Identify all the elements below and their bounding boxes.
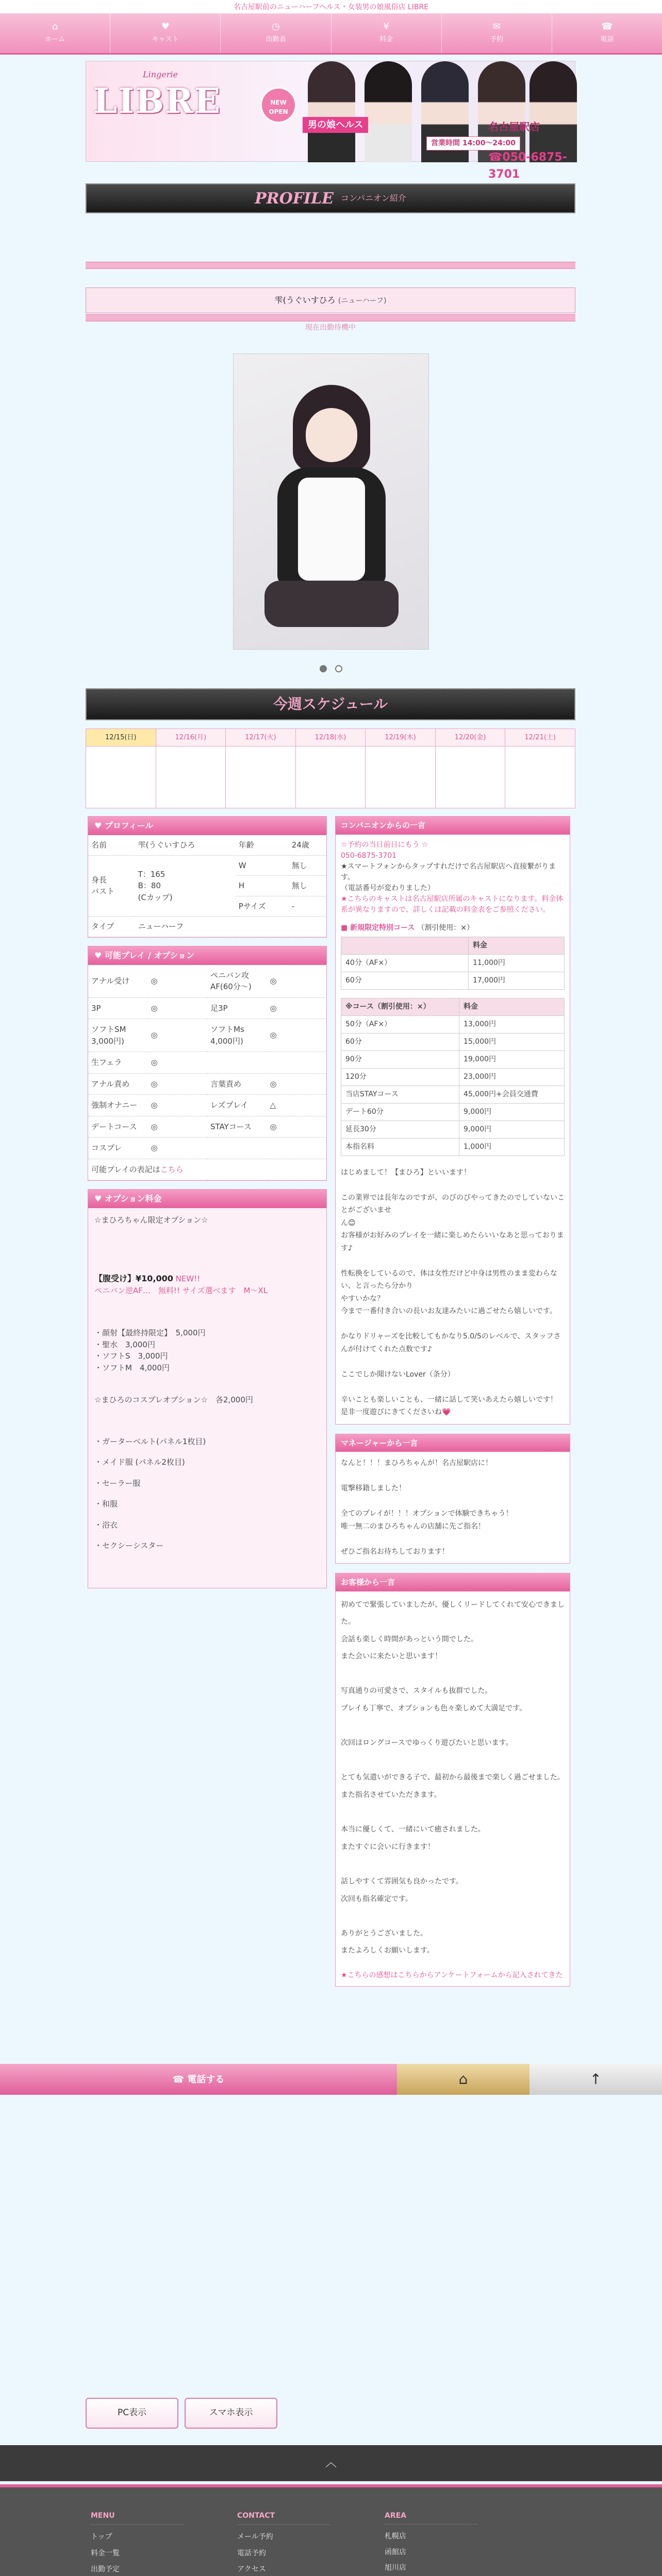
play-name: コスプレ (88, 1138, 148, 1159)
pager-dot[interactable] (335, 665, 342, 672)
w-value: 無し (289, 855, 326, 876)
play-box-title: ♥ 可能プレイ / オプション (88, 946, 326, 965)
banner-phone[interactable]: ☎050-6875-3701 (488, 151, 567, 181)
schedule-date: 12/21(土) (505, 729, 575, 747)
cast-type-note: (ニューハーフ) (338, 297, 387, 305)
footer-contact (237, 2508, 330, 2576)
option-box-title: ♥ オプション料金 (88, 1190, 326, 1208)
left-column (88, 816, 327, 1597)
banner-model-5 (529, 61, 577, 162)
review-box (335, 1573, 570, 1987)
photo-legs (264, 581, 399, 627)
shop-banner[interactable] (86, 61, 575, 181)
footer-link[interactable]: 出勤予定 (91, 2565, 120, 2574)
manager-message-box (335, 1434, 570, 1564)
page-content (0, 55, 662, 2576)
profile-box-title: ♥ プロフィール (88, 817, 326, 835)
schedule-cell (226, 747, 296, 808)
col-head (341, 937, 469, 954)
play-name (207, 1138, 267, 1159)
profile-header-jp: コンパニオン紹介 (341, 193, 406, 203)
manager-text: なんと！！！まひろちゃんが！名古屋駅店に！ 電撃移籍しました！ 全てのプレイが！！！オプションで体験できちゃう！ 唯一無二のまひろちゃんの店舗に先ご指名！ ぜひご指名お待ちしております！ (341, 1459, 513, 1556)
call-button[interactable]: ☎ 電話する (0, 2064, 397, 2095)
home-icon: ⌂ (52, 21, 58, 32)
nav-label: 料金 (379, 35, 393, 43)
normal-course-table (341, 998, 565, 1156)
weekly-schedule (86, 728, 575, 808)
arrow-up-icon: ↑ (589, 2071, 602, 2088)
p-value: - (289, 896, 326, 917)
course-price: 17,000円 (468, 972, 564, 989)
device-switch (86, 2398, 284, 2429)
play-mark: ◎ (267, 1019, 327, 1052)
profile-table (88, 835, 326, 937)
course-name: 60分 (341, 1033, 459, 1050)
clock-icon: ◷ (272, 21, 280, 32)
schedule-date: 12/15(日) (86, 729, 156, 747)
photo-face (306, 408, 357, 462)
footer-col-title: MENU (91, 2508, 184, 2525)
schedule-date: 12/20(金) (435, 729, 505, 747)
play-mark: ◎ (148, 1073, 208, 1095)
footer-area (385, 2508, 477, 2576)
play-mark: ◎ (267, 997, 327, 1019)
option-box (88, 1189, 327, 1588)
cast-name-value: 雫(うぐいすひろ (135, 835, 236, 855)
message-line: ★こちらのキャストは名古屋駅店所属のキャストになります。料金体系が異なりますので、詳しくは記載の料金表をご参照ください。 (341, 894, 564, 914)
schedule-cell (366, 747, 436, 808)
footer-link[interactable]: メール予約 (237, 2532, 273, 2541)
cast-name-bar (86, 287, 575, 313)
col-head: 料金 (459, 998, 565, 1015)
site-footer (0, 2484, 662, 2576)
banner-model-2 (365, 61, 412, 162)
option-item: ・聖水 3,000円 (94, 1340, 155, 1349)
mail-icon: ✉ (492, 21, 501, 32)
divider-stripe (86, 314, 575, 321)
nav-label: キャスト (152, 35, 179, 43)
chevron-up-icon: ︿ (325, 2456, 337, 2469)
sp-view-button[interactable]: スマホ表示 (185, 2398, 277, 2429)
new-open-badge: NEW OPEN (260, 87, 296, 123)
course-name: 延長30分 (341, 1121, 459, 1138)
play-table (88, 965, 326, 1181)
footer-col-title: AREA (385, 2508, 477, 2524)
play-name: ソフトSM 3,000円) (88, 1019, 148, 1052)
col-head: 料金 (468, 937, 564, 954)
footer-area-link[interactable]: 函館店 (385, 2548, 406, 2556)
play-legend: 可能プレイの表記はこちら (88, 1159, 326, 1180)
schedule-date: 12/17(火) (226, 729, 296, 747)
course-name: 当店STAYコース (341, 1086, 459, 1103)
go-top-bar[interactable] (0, 2445, 662, 2481)
nav-label: ホーム (45, 35, 65, 43)
nav-cast[interactable] (110, 13, 221, 53)
h-value: 無し (289, 876, 326, 896)
play-mark: ◎ (267, 1116, 327, 1138)
course-name: 40分（AF×） (341, 954, 469, 972)
play-mark: ◎ (148, 1116, 208, 1138)
schedule-cell (86, 747, 156, 808)
sticky-action-bar (0, 2064, 662, 2095)
cosplay-item: ・ガーターベルト(パネル1枚目) (94, 1436, 206, 1446)
schedule-date: 12/18(水) (295, 729, 366, 747)
shop-logo: LIBRE (93, 81, 222, 121)
course-price: 19,000円 (459, 1050, 565, 1068)
schedule-cell (505, 747, 575, 808)
option-item: ・顔射【最終持限定】 5,000円 (94, 1328, 206, 1337)
play-name: 3P (88, 997, 148, 1019)
message-phone[interactable]: 050-6875-3701 (341, 851, 397, 860)
schedule-title: 今週スケジュール (86, 688, 575, 720)
new-badge: NEW!! (175, 1274, 201, 1283)
footer-link[interactable]: トップ (91, 2532, 112, 2541)
nav-phone[interactable] (552, 13, 662, 53)
heart-icon: ♥ (161, 21, 170, 32)
manager-message-title: マネージャーから一言 (336, 1434, 570, 1452)
label: タイプ (88, 917, 135, 937)
course-price: 9,000円 (459, 1121, 565, 1138)
option-pink-note: ペニバン逆AF… 無料!! サイズ選べます M〜XL (94, 1285, 268, 1295)
profile-header-en: PROFILE (255, 189, 334, 208)
review-title: お客様から一言 (336, 1573, 570, 1591)
play-mark: ◎ (148, 1019, 208, 1052)
play-name: アナル責め (88, 1073, 148, 1095)
companion-message-box (335, 816, 570, 1425)
play-name: ソフトMs 4,000円) (207, 1019, 267, 1052)
message-line: （電話番号が変わりました） (341, 884, 435, 892)
photo-apron (298, 478, 365, 581)
label: 身長 バスト (88, 855, 135, 917)
label: Pサイズ (236, 896, 289, 917)
play-name: 言葉責め (207, 1073, 267, 1095)
course-name: デート60分 (341, 1103, 459, 1121)
footer-link[interactable]: 料金一覧 (91, 2549, 120, 2557)
cosplay-item: ・浴衣 (94, 1520, 118, 1530)
footer-area-link[interactable]: 旭川店 (385, 2564, 406, 2572)
divider-stripe (86, 262, 575, 269)
play-name: デートコース (88, 1116, 148, 1138)
home-button[interactable] (397, 2064, 529, 2095)
schedule-cell (435, 747, 505, 808)
cast-name: 雫(うぐいすひろ (274, 295, 336, 305)
play-box (88, 946, 327, 1181)
footer-col-title: CONTACT (237, 2508, 330, 2525)
course-price: 11,000円 (468, 954, 564, 972)
play-mark: ◎ (148, 965, 208, 998)
companion-message-title: コンパニオンからの一言 (336, 817, 570, 835)
nav-label: 出勤表 (266, 35, 286, 43)
right-column (335, 816, 570, 1996)
course-name: 90分 (341, 1050, 459, 1068)
limited-option-title: ☆まひろちゃん限定オプション☆ (94, 1215, 208, 1225)
footer-area-link[interactable]: 札幌店 (385, 2532, 406, 2540)
play-name: 強制オナニー (88, 1095, 148, 1116)
course-price: 13,000円 (459, 1015, 565, 1033)
home-icon: ⌂ (458, 2071, 468, 2088)
course-name: 120分 (341, 1068, 459, 1086)
label: 年齢 (236, 835, 289, 855)
banner-model-1 (308, 61, 355, 162)
play-name: 生フェラ (88, 1052, 148, 1074)
phone-icon: ☎ (601, 21, 613, 32)
logo-subtitle: Lingerie (143, 70, 178, 79)
top-tagline: 名古屋駅前のニューハーフヘルス・女装男の娘風俗店 LIBRE (0, 0, 662, 13)
course-name: 60分 (341, 972, 469, 989)
special-course-table (341, 937, 565, 990)
profile-box (88, 816, 327, 938)
option-price: 【腹受け】¥10,000 (94, 1273, 173, 1283)
play-mark (267, 1052, 327, 1074)
schedule-cell (295, 747, 366, 808)
course-name: 本指名料 (341, 1138, 459, 1156)
intro-text: はじめまして！【まひろ】といいます！ この業界では長年なのですが、のびのびやってきたのでしていないことがございませ ん😊 お客様がお好みのプレイを一緒に楽しめたらいいなあと思っております♪ 性転換をしているので、体は女性だけど中身は男性のまま変わらない、と言ったら分かり やすいかな？ 今まで一番付き合いの長いお友達みたいに過ごせたら嬉しいです。 かなりドリャーズを比較してもかなり5.0/5のレベルで、スタッフさんが付けてくれた点数です♪ ここでしか聞けないLover（条分） 辛いことも楽しいことも、一緒に話して笑いあえたら嬉しいです！ 是非一度遊びにきてくださいね💗 (341, 1168, 565, 1416)
cosplay-item: ・メイド服 (パネル2枚目) (94, 1458, 185, 1467)
profile-header (86, 183, 575, 213)
col-head: ※コース（割引使用：×） (341, 998, 459, 1015)
special-course-title: ■ 新規限定特別コース （割引使用：×） (341, 923, 474, 932)
play-name: アナル受け (88, 965, 148, 998)
course-price: 1,000円 (459, 1138, 565, 1156)
nav-price[interactable] (332, 13, 442, 53)
nav-schedule[interactable] (221, 13, 331, 53)
label: W (236, 855, 289, 876)
nav-label: 電話 (600, 35, 614, 43)
play-mark: ◎ (267, 965, 327, 998)
schedule-date: 12/19(木) (366, 729, 436, 747)
yen-icon: ¥ (383, 21, 389, 32)
global-nav (0, 13, 662, 55)
review-footer-link[interactable]: ★こちらの感想はこちらからアンケートフォームから記入されてきた (341, 1971, 563, 1979)
banner-category: 男の娘ヘルス (303, 117, 368, 133)
option-item: ・ソフトS 3,000円 (94, 1351, 168, 1361)
play-mark: ◎ (267, 1073, 327, 1095)
scroll-top-button[interactable] (529, 2064, 662, 2095)
course-price: 15,000円 (459, 1033, 565, 1050)
label: 名前 (88, 835, 135, 855)
play-name: レズプレイ (207, 1095, 267, 1116)
play-name: 足3P (207, 997, 267, 1019)
cosplay-item: ・セクシーシスター (94, 1541, 164, 1550)
nav-home[interactable] (0, 13, 110, 53)
phone-icon: ☎ (172, 2074, 188, 2085)
play-name: ペニバン攻 AF(60分〜) (207, 965, 267, 998)
play-legend-link[interactable]: こちら (160, 1164, 184, 1174)
age-value: 24歳 (289, 835, 326, 855)
footer-menu (91, 2508, 184, 2576)
photo-pager (320, 665, 342, 672)
footer-link[interactable]: アクセス (237, 2565, 266, 2574)
nav-reserve[interactable] (442, 13, 552, 53)
cosplay-item: ・和服 (94, 1499, 118, 1509)
size-value: T：165 B：80 (Cカップ) (135, 855, 236, 917)
review-text: 初めてで緊張していましたが、優しくリードしてくれて安心できました。 会話も楽しく時間があっという間でした。 また会いに来たいと思います！ 写真通りの可愛さで、スタイルも抜群でした。 プレイも丁寧で、オプションも色々楽しめて大満足です。 次回はロングコースでゆっくり遊びたいと思います。 とても気遣いができる子で、最初から最後まで楽しく過ごせました。 また指名させていただきます。 本当に優しくて、一緒にいて癒されました。 またすぐに会いに行きます！ 話しやすくて雰囲気も良かったです。 次回も指名確定です。 ありがとうございました。 またよろしくお願いします。 (341, 1600, 565, 1955)
banner-hours: 営業時間 14:00〜24:00 (426, 137, 520, 150)
course-name: 50分（AF×） (341, 1015, 459, 1033)
schedule-cell (156, 747, 226, 808)
cosplay-item: ・セーラー服 (94, 1478, 141, 1488)
label: H (236, 876, 289, 896)
footer-link[interactable]: 電話予約 (237, 2549, 266, 2557)
cast-photo[interactable] (233, 353, 429, 650)
course-price: 9,000円 (459, 1103, 565, 1121)
message-line: ☆予約の当日前日にもう ☆ (341, 840, 428, 849)
option-body (88, 1208, 326, 1588)
nav-label: 予約 (490, 35, 504, 43)
play-mark: ◎ (148, 997, 208, 1019)
play-name (207, 1052, 267, 1074)
pager-dot-active[interactable] (320, 665, 327, 672)
cosplay-option-title: ☆まひろのコスプレオプション☆ 各2,000円 (94, 1395, 253, 1404)
play-name: STAYコース (207, 1116, 267, 1138)
pc-view-button[interactable]: PC表示 (86, 2398, 178, 2429)
play-mark (267, 1138, 327, 1159)
banner-area: 名古屋駅店 (488, 121, 540, 133)
message-line: ★スマートフォンからタップすれだけで名古屋駅店へ直接繋がります。 (341, 862, 556, 882)
play-mark: ◎ (148, 1138, 208, 1159)
schedule-date: 12/16(月) (156, 729, 226, 747)
option-item: ・ソフトM 4,000円 (94, 1363, 170, 1372)
cast-status: 現在出勤待機中 (305, 324, 356, 332)
course-price: 45,000円+会員交通費 (459, 1086, 565, 1103)
course-price: 23,000円 (459, 1068, 565, 1086)
play-mark: △ (267, 1095, 327, 1116)
play-mark: ◎ (148, 1052, 208, 1074)
play-mark: ◎ (148, 1095, 208, 1116)
type-value: ニューハーフ (135, 917, 326, 937)
